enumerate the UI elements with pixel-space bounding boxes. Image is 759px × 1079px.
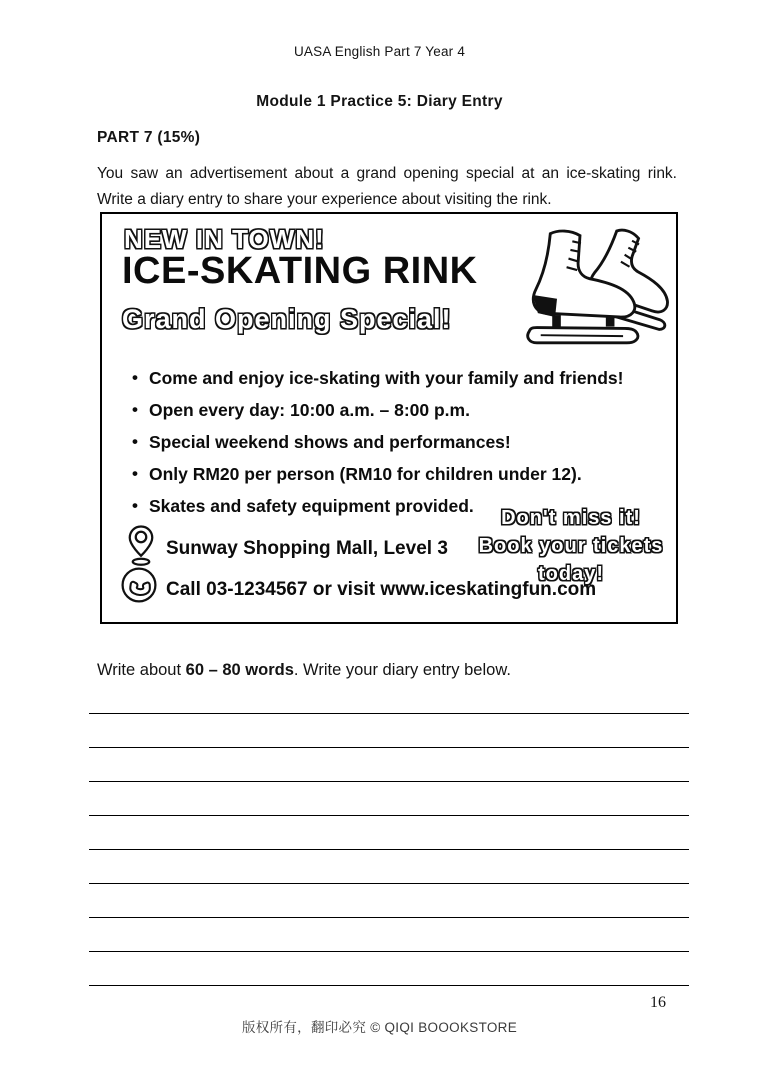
ad-subtitle: Grand Opening Special!	[122, 304, 452, 334]
word-count-suffix: . Write your diary entry below.	[293, 661, 511, 679]
writing-line	[89, 883, 689, 884]
writing-line	[89, 747, 689, 748]
writing-line	[89, 917, 689, 918]
task-instructions-line2: Write a diary entry to share your experience about visiting the rink.	[97, 191, 552, 208]
bullet-dot-icon: •	[132, 464, 138, 483]
writing-line	[89, 849, 689, 850]
ad-bullet-text: Skates and safety equipment provided.	[148, 496, 474, 516]
ad-bullet-text: Open every day: 10:00 a.m. – 8:00 p.m.	[148, 400, 470, 420]
ad-bullet-text: Only RM20 per person (RM10 for children under 12).	[148, 464, 582, 484]
page-title: Module 1 Practice 5: Diary Entry	[256, 93, 503, 110]
bullet-dot-icon: •	[132, 400, 138, 419]
part-heading: PART 7 (15%)	[97, 129, 201, 146]
ad-bullet-text: Come and enjoy ice-skating with your family and friends!	[148, 368, 624, 388]
ad-location-text: Sunway Shopping Mall, Level 3	[166, 538, 448, 559]
task-instructions-line1: You saw an advertisement about a grand opening special at an ice-skating rink.	[97, 165, 677, 182]
ad-cta-line3: today!	[538, 563, 604, 585]
writing-line	[89, 781, 689, 782]
bullet-dot-icon: •	[132, 432, 138, 451]
writing-line	[89, 985, 689, 986]
bullet-dot-icon: •	[132, 496, 138, 515]
word-count-emphasis: 60 – 80 words	[185, 661, 294, 679]
writing-line	[89, 815, 689, 816]
word-count-prefix: Write about	[97, 661, 186, 679]
copyright-footer: 版权所有，翻印必究 © QIQI BOOOKSTORE	[241, 1020, 518, 1035]
ad-cta-line1: Don't miss it!	[501, 507, 641, 529]
ad-tagline: NEW IN TOWN!	[124, 224, 325, 254]
writing-line	[89, 951, 689, 952]
document-header: UASA English Part 7 Year 4	[293, 44, 466, 59]
page-number: 16	[650, 994, 666, 1011]
ad-title: ICE-SKATING RINK	[122, 250, 478, 292]
ad-contact-text: Call 03-1234567 or visit www.iceskatingfun.com	[166, 579, 597, 600]
ad-bullet-text: Special weekend shows and performances!	[148, 432, 511, 452]
bullet-dot-icon: •	[132, 368, 138, 387]
ad-cta-line2: Book your tickets	[478, 535, 664, 557]
writing-line	[89, 713, 689, 714]
